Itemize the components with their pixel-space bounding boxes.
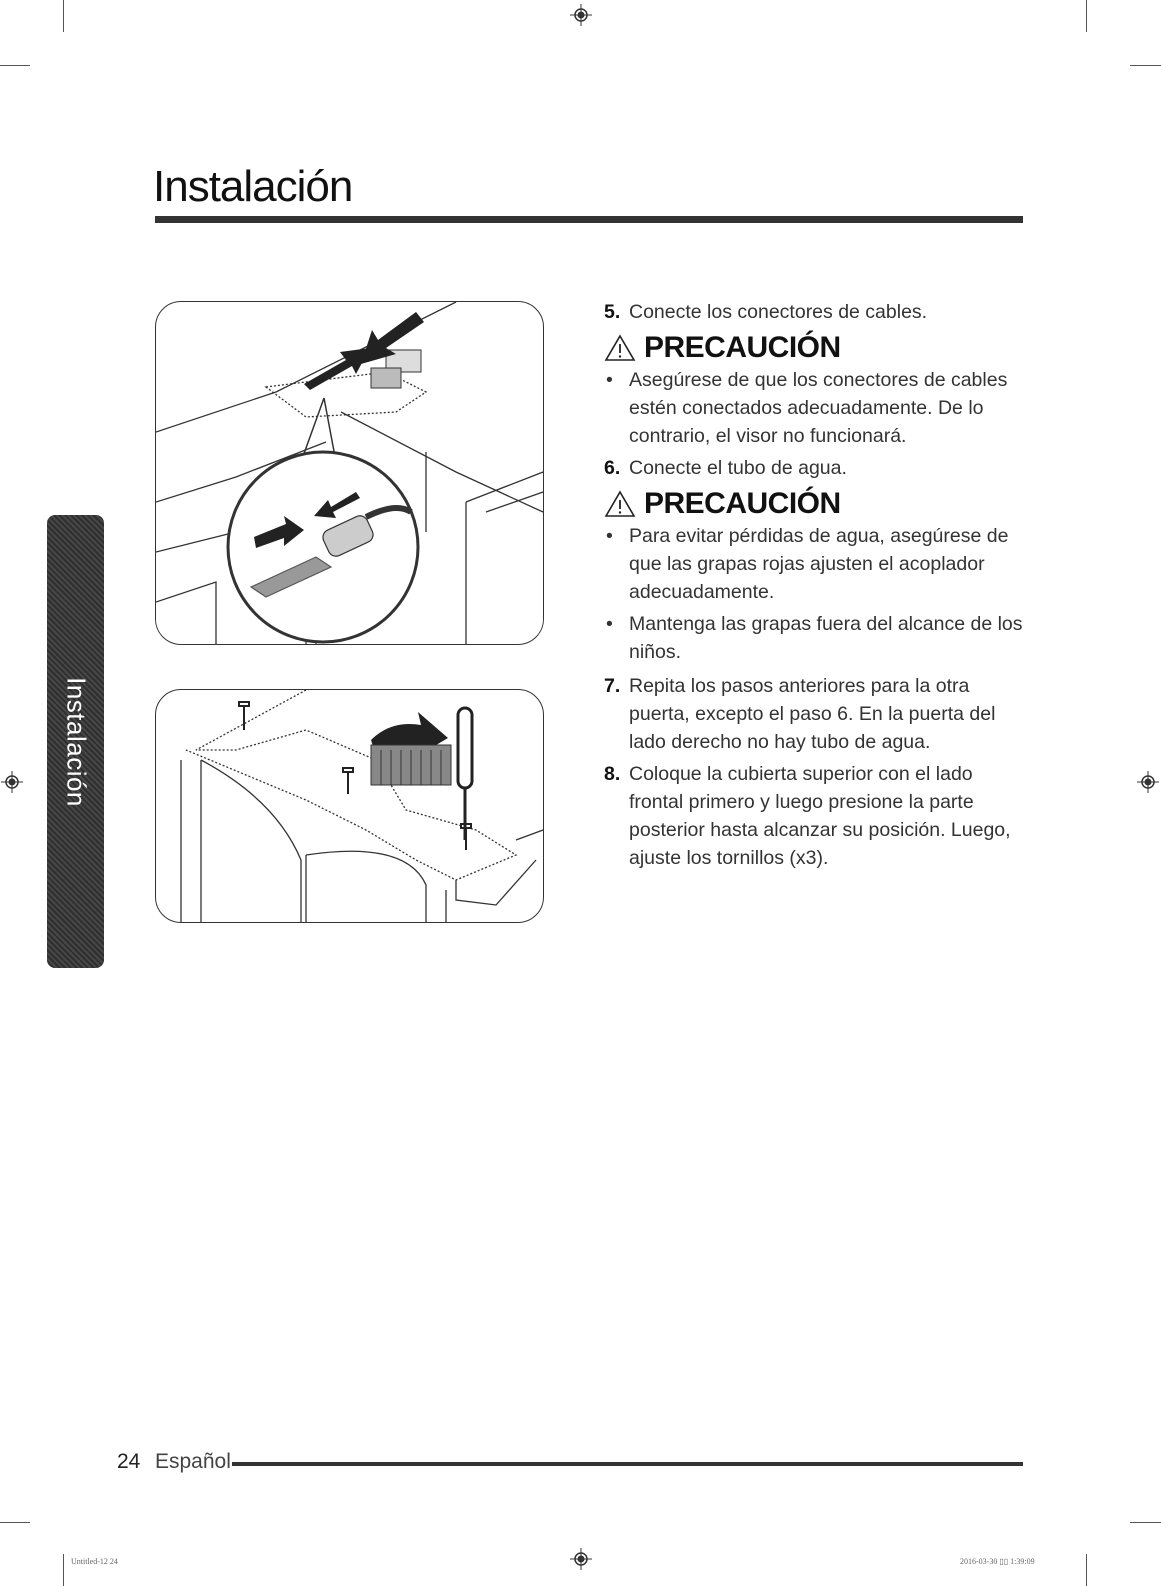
crop-mark <box>63 1554 64 1586</box>
print-info-right: 2016-03-30 ▯▯ 1:39:09 <box>960 1557 1035 1566</box>
crop-mark <box>0 1522 30 1523</box>
step-number: 5. <box>604 301 621 323</box>
warning-triangle-icon <box>604 490 636 518</box>
registration-mark-icon <box>570 4 592 26</box>
step-number: 7. <box>604 675 621 697</box>
page-number: 24 <box>117 1450 141 1473</box>
warning-triangle-icon <box>604 334 636 362</box>
step-number: 8. <box>604 763 621 785</box>
step-item <box>604 760 1024 872</box>
step-item <box>604 454 1024 482</box>
caution-bullet <box>604 610 1024 666</box>
step-item <box>604 672 1024 756</box>
instructions-column <box>604 298 1024 876</box>
bullet-dot: • <box>606 369 613 391</box>
crop-mark <box>1086 0 1087 32</box>
footer-rule <box>232 1462 1023 1466</box>
step-text: Conecte el tubo de agua. <box>629 457 847 479</box>
step-text: Conecte los conectores de cables. <box>629 301 928 323</box>
illustration-top-cover <box>155 689 544 923</box>
registration-mark-icon <box>1137 771 1159 793</box>
chapter-side-tab <box>47 515 104 968</box>
caution-bullet-text: Asegúrese de que los conectores de cables estén conectados adecuadamente. De lo contrario, el visor no funcionará. <box>629 369 1008 447</box>
footer-language: Español <box>155 1450 231 1473</box>
page-title: Instalación <box>153 162 353 211</box>
chapter-side-tab-label: Instalación <box>61 676 91 807</box>
step-item <box>604 298 1024 326</box>
caution-heading <box>604 487 1024 520</box>
caution-title: PRECAUCIÓN <box>644 331 841 364</box>
registration-mark-icon <box>1 771 23 793</box>
crop-mark <box>0 65 30 66</box>
step-text: Coloque la cubierta superior con el lado frontal primero y luego presione la parte posterior hasta alcanzar su posición. Luego, ajuste los tornillos (x3). <box>629 763 1011 869</box>
caution-bullet-text: Para evitar pérdidas de agua, asegúrese de que las grapas rojas ajusten el acoplador adecuadamente. <box>629 525 1009 603</box>
caution-bullet <box>604 366 1024 450</box>
crop-mark <box>1086 1554 1087 1586</box>
step-number: 6. <box>604 457 621 479</box>
caution-bullet-text: Mantenga las grapas fuera del alcance de los niños. <box>629 613 1023 663</box>
title-rule <box>155 216 1023 223</box>
crop-mark <box>1130 1522 1161 1523</box>
caution-bullet <box>604 522 1024 606</box>
caution-title: PRECAUCIÓN <box>644 487 841 520</box>
crop-mark <box>63 0 64 32</box>
bullet-dot: • <box>606 613 613 635</box>
caution-heading <box>604 331 1024 364</box>
illustration-connectors <box>155 301 544 645</box>
registration-mark-icon <box>570 1548 592 1570</box>
step-text: Repita los pasos anteriores para la otra puerta, excepto el paso 6. En la puerta del lado derecho no hay tubo de agua. <box>629 675 996 753</box>
print-info-left: Untitled-12 24 <box>71 1557 118 1566</box>
bullet-dot: • <box>606 525 613 547</box>
crop-mark <box>1130 65 1161 66</box>
